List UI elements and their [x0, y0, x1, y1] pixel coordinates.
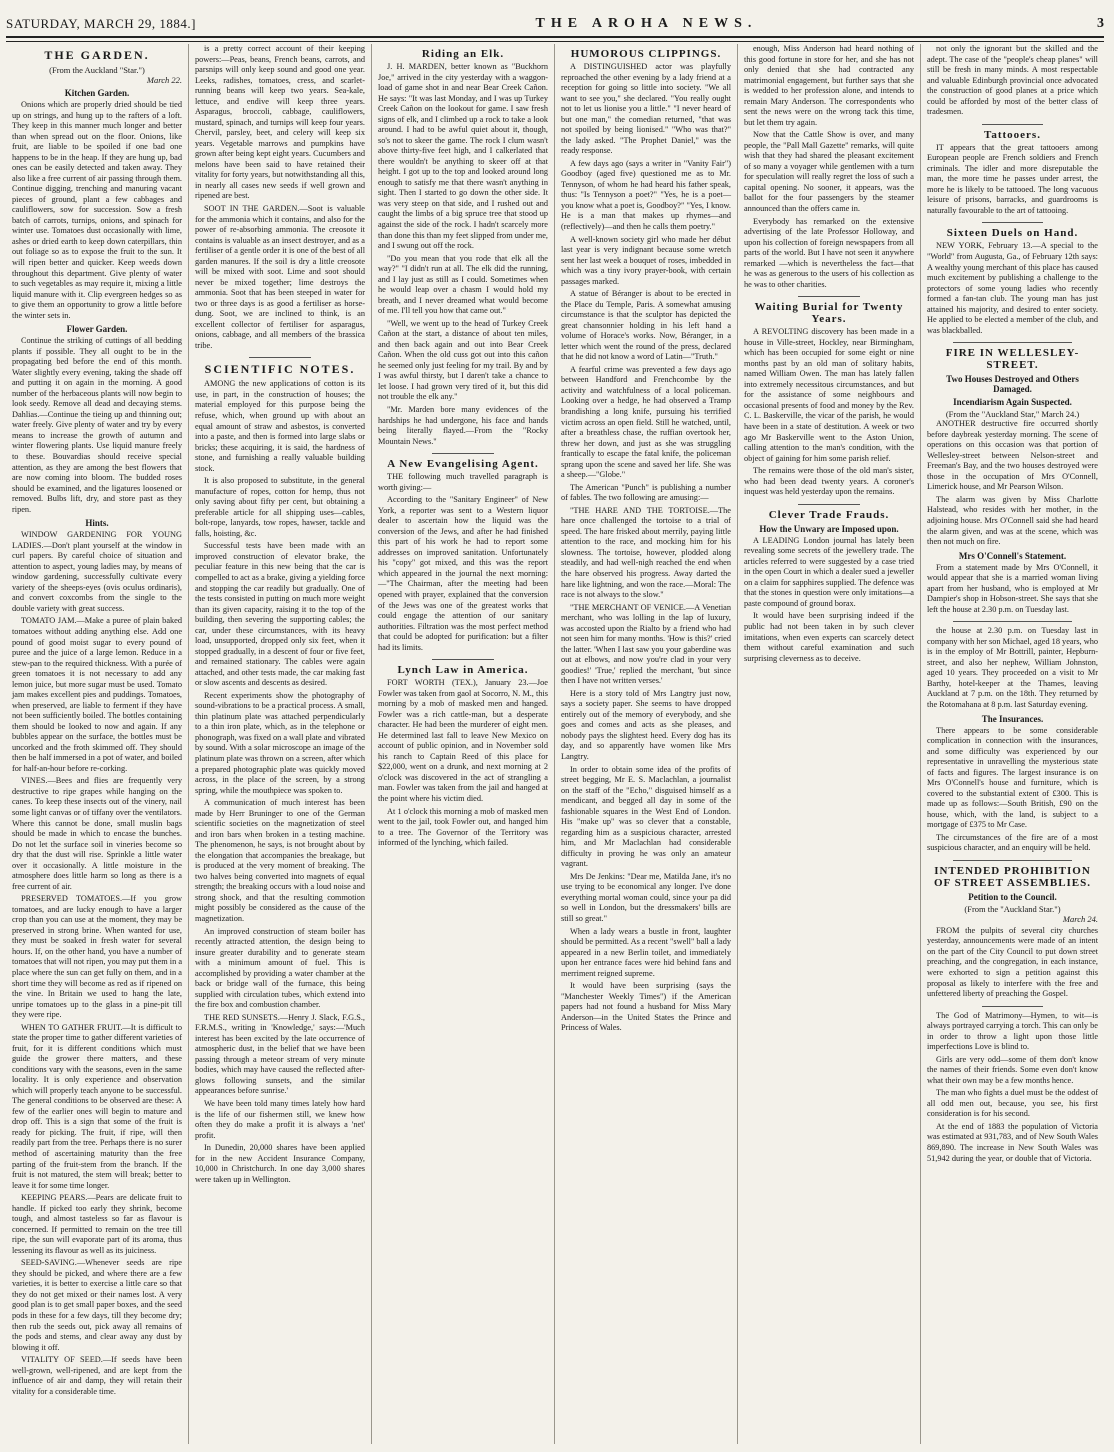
subheading: How the Unwary are Imposed upon. [759, 523, 899, 534]
article-heading-humorous-clippings: HUMOROUS CLIPPINGS. [570, 48, 722, 60]
subheading: Hints. [85, 518, 109, 529]
article-heading-street-assemblies: INTENDED PROHIBITION OF STREET ASSEMBLIES. [933, 864, 1092, 889]
subheading: Petition to the Council. [968, 891, 1057, 902]
subheading: Kitchen Garden. [64, 88, 130, 98]
paragraph: SOOT IN THE GARDEN.—Soot is valuable for the ammonia which it contains, and also for the power of re-absorbing ammonia. The creosote it contains is valuable as an insect destroyer, and as a fertiliser of a gentle order it is one of the best of all garden manures. If the soil is dry a little creosote will be mixed with soot. Lime and soot should never be mixed together; lime destroys the ammonia. Soot that has been steeped in water for two or three days is as good a fertiliser as horse-dung. Soot, we are inclined to think, is an excellent collector of fertiliser for asparagus, onions, cabbage, and all members of the brassica tribe. [195, 203, 365, 350]
paragraph: NEW YORK, February 13.—A special to the "World" from Augusta, Ga., of February 12th says: A wealthy young merchant of this place has caused much excitement by publishing a challenge to the protectors of some young ladies who recently formed a fan-tan club. The young man has just attained his majority, and desired to enter society. He applied to be elected a member of the club, and was blackballed. [927, 241, 1098, 335]
paragraph: In order to obtain some idea of the profits of street begging, Mr E. S. Maclachlan, a journalist on the staff of the "Echo," disguised himself as a mendicant, and begged all day in some of the fashionable squares in the West End of London. His "make up" was so clever that a constable, regarding him as a suspicious character, arrested him, and Mr Maclachlan had considerable difficulty in proving he was only an amateur vagrant. [561, 764, 731, 869]
subheading: Two Houses Destroyed and Others Damaged. [946, 374, 1079, 395]
paragraph: THE following much travelled paragraph is worth giving:— [378, 472, 548, 492]
columns [6, 44, 1104, 1444]
paragraph: VINES.—Bees and flies are frequently very destructive to ripe grapes while hanging on the canes. To keep these insects out of the vinery, nail some light canvas or of tiffany over the ventilators. Where this cannot be done, small muslin bags should be made in which to encase the bunches. Do not let the surface soil in vineries become so dry that the dust will rise. Sprinkle a little water over it occasionally. A little moisture in the atmosphere does little harm so long as there is a free current of air. [12, 776, 182, 891]
paragraph: WINDOW GARDENING FOR YOUNG LADIES.—Don't plant yourself at the window in curl papers. By careful choice of situation and attention to aspect, young ladies may, by means of window gardening, successfully cultivate every variety of the sheeps-eyes (ovis oculus ordinaris), and convert coxcombs from the single to the double variety with great success. [12, 530, 182, 613]
paragraph: Here is a story told of Mrs Langtry just now, says a society paper. She seems to have dropped entirely out of the memory of everybody, and she goes and comes and acts as she pleases, and nobody pays the slightest heed. Every dog has its day, and so apparently have women like Mrs Langtry. [561, 688, 731, 761]
column-3 [372, 44, 555, 1444]
paragraph: "THE MERCHANT OF VENICE.—A Venetian merchant, who was lolling in the lap of luxury, was accosted upon the Rialto by a friend who had not seen him for many months. 'How is this?' cried the latter. 'When I last saw you your gaberdine was out at elbows, and now you're clad in your very goodies!' 'True,' replied the merchant, 'but since then I have not written verses.' [561, 602, 731, 686]
paragraph: FORT WORTH (TEX.), January 23.—Joe Fowler was taken from gaol at Socorro, N. M., this morning by a mob of masked men and hanged. Fowler was a rich cattle-man, but a desperate character. He had been the murderer of eight men. He determined last fall to leave New Mexico on account of public opinion, and in November sold his ranch to Captain Reed of this place for $22,000, went on a drunk, and next morning at 2 o'clock was discovered in the act of strangling a man. Fowler was taken from the jail and hanged at the point where his victim died. [378, 678, 548, 803]
article-heading-fire: FIRE IN WELLESLEY-STREET. [945, 347, 1080, 372]
paragraph: At the end of 1883 the population of Victoria was estimated at 931,783, and of New South Wales 869,890. The increase in New South Wales was 51,942 during the year, or double that of Victoria. [927, 1121, 1098, 1163]
paragraph: the house at 2.30 p.m. on Tuesday last in company with her son Michael, aged 18 years, who is in the employ of Mr Bottrill, painter, Hepburn-street, and also her nephew, William Johnston, aged 10 years. They proceeded on a visit to Mr Barthy, hotel-keeper at the Thames, leaving Auckland at 7 p.m. on the 18th. They returned by the Rotomahana at 8 p.m. last Saturday evening. [927, 626, 1098, 709]
article-heading-riding-an-elk: Riding an Elk. [421, 48, 505, 60]
paragraph: The American "Punch" is publishing a number of fables. The two following are amusing:— [561, 482, 731, 503]
separator [953, 860, 1073, 861]
dateline: March 22. [146, 75, 182, 85]
column-4 [555, 44, 738, 1444]
masthead [6, 4, 1104, 32]
paragraph: According to the "Sanitary Engineer" of New York, a reporter was sent to a Western liquor dealer to ascertain how the liquid was the conversion of the Jews, and after he had finished this part of his work he had to report some addresses on improved sanitation. Unfortunately his "copy" got mixed, and this was the report which appeared in the journal the next morning:—"The Chairman, after the meeting had been opened with prayer, explained that the conversion of the Jews was one of the greatest works that could engage the attention of our sanitary authorities. Filtration was the most perfect method that could be adopted for purification: but a filter had its limits. [378, 495, 548, 652]
paragraph: "THE HARE AND THE TORTOISE.—The hare once challenged the tortoise to a trial of speed. The hare frisked about merrily, paying little attention to the race, and mocking him for his slowness. The tortoise, however, plodded along steadily, and had well-nigh reached the end when the hare observed his progress. Away darted the hare like lightning, and won the race.—Moral: The race is not always to the slow." [561, 505, 731, 600]
paragraph: Now that the Cattle Show is over, and many people, the "Pall Mall Gazette" remarks, will quite wish that they had shared the pleasant excitement of so many a voyager while gentlemen with a turn for speculation will really regret the loss of such a capital opening. No sooner, it appears, was the ballot for the four passengers by the steamer announced than the offers came in. [744, 130, 914, 213]
paragraph: "Well, we went up to the head of Turkey Creek Cañon at the start, a distance of about ten miles, and then back again and out into Bear Creek Cañon. When the old cuss got out into this cañon he seemed only just feeling for my trail. By and by I was awful thirsty, but I daren't take a chance to let loose. I had grown very tired of it, but this did not trouble the elk any." [378, 318, 548, 402]
subheading: Flower Garden. [66, 324, 128, 335]
article-heading-waiting-burial: Waiting Burial for Twenty Years. [754, 301, 904, 326]
paragraph: Recent experiments show the photography of sound-vibrations to be a practical process. A small, thin platinum plate was attached perpendicularly to a thin iron plate, which, as in the telephone or phonograph, was fixed on a wall plate and vibrated by sound. With a solar microscope an image of the platinum plate was thrown on a screen, after which a prepared photographic plate was quickly moved across, in the place of the screen, by a strong spring, while the mouthpiece was spoken to. [195, 690, 365, 795]
separator [982, 222, 1044, 223]
paragraph: VITALITY OF SEED.—If seeds have been well-grown, well-ripened, and are kept from the influence of air and damp, they will retain their vitality for a considerable time. [12, 1355, 182, 1396]
paragraph: Mrs De Jenkins: "Dear me, Matilda Jane, it's no use trying to be economical any longer. I've done everything mortal woman could, since your pa did so well in London, but the dressmakers' bills are still so great." [561, 871, 731, 923]
paragraph: A few days ago (says a writer in "Vanity Fair") Goodboy (aged five) questioned me as to Mr. Tennyson, of whom he had heard his father speak, thus: "Is Tennyson a poet?" "Yes, he is a poet—you know what a poet is, Goodboy?" "Yes, I know. He is a man that makes up rhymes—and (reflectively)—and then he calls them poetry." [561, 158, 731, 231]
paragraph: enough, Miss Anderson had heard nothing of this good fortune in store for her, and she has not only denied that she had contracted any matrimonial engagement, but further says that she is wedded to her profession alone, and intends to remain Mary Anderson. The correspondents who sent the news were on the wrong tack this time, but let them try again. [744, 44, 914, 127]
byline: (From the "Auckland Star.") [964, 903, 1061, 914]
separator [432, 453, 493, 454]
paragraph: The alarm was given by Miss Charlotte Halstead, who resides with her mother, in the adjoining house. Mrs O'Connell said she had heard the alarm given, and was at the scene, which was then not much on fire. [927, 494, 1098, 547]
paragraph: The remains were those of the old man's sister, who had been dead twenty years. A coroner's inquest was held yesterday upon the remains. [744, 466, 914, 497]
paragraph: A LEADING London journal has lately been revealing some secrets of the jewellery trade. The articles referred to were suggested by a case tried in the open Court in which a dealer sued a jeweller on a claim for sapphires supplied. The defence was that the stones in question were only imitations—a paste compound of ground borax. [744, 535, 914, 608]
paragraph: not only the ignorant but the skilled and the adept. The case of the "people's cheap planes" will still be fresh in many minds. A most respectable and valuable Edinburgh provincial once advocated the construction of good planes at a price which could be afforded by most of the better class of tradesmen. [927, 44, 1098, 117]
paragraph: A statue of Béranger is about to be erected in the Place du Temple, Paris. A somewhat amusing circumstance is that the sculptor has depicted the great chansonnier holding in his left hand a volume of Horace's works. Now, Béranger, in a letter which went the round of the press, declared that he did not know a word of Latin—"Truth." [561, 289, 731, 362]
byline: (From the Auckland "Star.") [49, 65, 145, 75]
paragraph: Onions which are properly dried should be tied up on strings, and hung up to the rafters of a loft. They keep in this manner much longer and better than when spread out on the floor. Onions, like fruit, are liable to be spoiled if one bad one happens to be in the heap. If they are hung up, bad ones can be easily detected and taken away. They also like a free current of air passing through them. Continue digging, trenching and manuring vacant pieces of ground, plant a few cabbages and cauliflowers, sow for succession. Sow a fresh batch of carrots, turnips, onions, and spinach for winter use. Tomatoes dust occasionally with lime, ashes or dried earth to keep down caterpillars, thin out foliage so as to expose the fruit to the sun. It will ripen better and quicker. Keep weeds down throughout this department. Give plenty of water to such vegetables as may require it, mixing a little liquid manure with it. Clip evergreen hedges so as to give them an opportunity to grow a little before the winter sets in. [12, 100, 182, 320]
separator [982, 1006, 1044, 1007]
dateline: March 24. [1062, 913, 1098, 924]
paragraph: In Dunedin, 20,000 shares have been applied for in the new Accident Insurance Company, 10,000 in Christchurch. In one day 3,000 shares were taken up in Wellington. [195, 1143, 365, 1184]
paragraph: "Do you mean that you rode that elk all the way?" "I didn't run at all. The elk did the running, and I lay just as still as I could. Sometimes when he would leap over a chasm I would hold my breath, and I never dreamed what would become of me. I'll tell you how that came out." [378, 253, 548, 316]
issue-date: SATURDAY, MARCH 29, 1884.] [6, 16, 196, 31]
paragraph: When a lady wears a bustle in front, laughter should be permitted. As a recent "swell" ball a lady appeared in a new Berlin toilet, and immediately upon her entrance faces were hid behind fans and merriment reigned supreme. [561, 926, 731, 978]
paragraph: ANOTHER destructive fire occurred shortly before daybreak yesterday morning. The scene of operations on this occasion was that portion of Wellesley-street between Nelson-street and Freeman's Bay, and the two houses destroyed were those in the occupation of Mrs O'Connell, Limerick house, and Mr Pearson Wilson. [927, 419, 1098, 492]
paragraph: Girls are very odd—some of them don't know the names of their friends. Some even don't know what their own may be a few months hence. [927, 1054, 1098, 1085]
article-heading-garden: THE GARDEN. [44, 48, 150, 62]
paragraph: A fearful crime was prevented a few days ago between Handford and Frenchcombe by the activity and watchfulness of a local policeman. Looking over a hedge, he had observed a Tramp brandishing a long knife, pursuing his terrified victim across an open field. Still he watched, until, after a breathless chase, the ruffian overtook her, threw her down, and just as she was struggling frantically to escape the fatal knife, the policeman sprang upon the scene and saved her life. She was a sheep.—"Globe." [561, 364, 731, 480]
article-heading-sixteen-duels: Sixteen Duels on Hand. [946, 227, 1079, 240]
article-heading-evangelising-agent: A New Evangelising Agent. [387, 458, 539, 471]
paragraph: The circumstances of the fire are of a most suspicious character, and an enquiry will be held. [927, 832, 1098, 853]
paragraph: FROM the pulpits of several city churches yesterday, announcements were made of an intent on the part of the City Council to put down street preaching, and the congregation, in each instance, were exhorted to sign a petition against this proposal as likely to interfere with the free and unfettered liberty of preaching the Gospel. [927, 925, 1098, 999]
paragraph: An improved construction of steam boiler has recently attracted attention, the design being to insure greater durability and to generate steam with a minimum amount of fuel. This is accomplished by providing a water chamber at the back or bridge wall of the furnace, this being supplied with circulation tubes, which extend into the fire box and combustion chamber. [195, 926, 365, 1010]
masthead-rule [6, 36, 1104, 42]
paragraph: There appears to be some considerable complication in connection with the insurances, and some difficulty was experienced by our representative in unravelling the mysterious state of facts and figures. The largest insurance is on Mrs O'Connell's house and furniture, which is covered to the substantial extent of £300. This is made up as follows:—South British, £90 on the house, which, with the land, is subject to a mortgage of £375 to Mr Case. [927, 725, 1098, 830]
column-6 [921, 44, 1104, 1444]
paragraph: J. H. MARDEN, better known as "Buckhorn Joe," arrived in the city yesterday with a waggon-load of game shot in and near Bear Creek Cañon. He says: "It was last Monday, and I was up Turkey Creek Cañon on the lookout for game. I saw fresh signs of elk, and I climbed up a rock to take a look around. I had to be awful quiet about it, though, so's not to skeer the game. The rock I clum wasn't above thirty-five feet high, and I calkerlated that there wouldn't be anything to skeer off at that height. I got up to the top and looked around long enough to satisfy me that there wasn't anything in sight. Then I started to go down the other side. It was very steep on that side, and I rushed out and caught the limbs of a big spruce tree that stood up against the side of the rock. I hadn't scarcely more than done this than my feet slipped from under me, and I swung out off the rock. [378, 62, 548, 251]
byline: (From the "Auckland Star," March 24.) [945, 409, 1080, 420]
column-2 [189, 44, 372, 1444]
separator [953, 621, 1073, 622]
separator [982, 124, 1044, 125]
article-heading-scientific-notes: SCIENTIFIC NOTES. [204, 362, 356, 377]
separator [798, 296, 859, 297]
column-5 [738, 44, 921, 1444]
separator [432, 659, 493, 660]
subheading: The Insurances. [981, 713, 1044, 724]
paragraph: It would have been surprising (says the "Manchester Weekly Times") if the American papers had not found a husband for Miss Mary Anderson—in the United States the Prince and Princess of Wales. [561, 981, 731, 1033]
paragraph: IT appears that the great tattooers among European people are French soldiers and French criminals. The idler and more disreputable the man, the more time he passes under arrest, the more he is likely to be tattooed. The long vacuous leisure of prisons, barracks, and guardrooms is naturally favourable to the art of tattooing. [927, 142, 1098, 215]
newspaper-title: THE AROHA NEWS. [535, 16, 758, 31]
paragraph: A communication of much interest has been made by Herr Bruninger to one of the German scientific societies on the magnetization of steel and iron bars when broken in a testing machine. The phenomenon, he says, is not brought about by the elongation that accompanies the breakage, but is produced at the very moment of breaking. The two halves being converted into magnets of equal strength; the breaking occurs with a loud noise and strong shock, and that the resulting commotion might possibly be considered as the cause of the magnetization. [195, 798, 365, 923]
paragraph: PRESERVED TOMATOES.—If you grow tomatoes, and are lucky enough to have a larger crop than you can use at the moment, they may be preserved in strong brine. When wanted for use, they must be soaked in fresh water for several hours. If, on the other hand, you have a number of tomatoes that will not ripen, you may put them in a place where the sun can get fully on them, and in a short time they will become as red as if ripened on the vine. In Britain we used to hang the late, unripe tomatoes up to the glass in a pine-pit till they were ripe. [12, 894, 182, 1020]
subheading: Mrs O'Connell's Statement. [958, 550, 1067, 561]
paragraph: Successful tests have been made with an improved construction of elevator brake, the peculiar feature in this new being that the car is compelled to act as a brake, giving a yielding force and stopping the car readily but gradually. One of the tests consisted in putting on much more weight than its given capacity, raising it to the top of the building, then severing the supporting cables; the car, under these circumstances, with its heavy load, unsupported, dropped only six feet, when it stopped gradually, in a descent of four or five feet, and remained stationary. The cables were again attached, and other tests made, the car making fast or slow ascents and descents as desired. [195, 541, 365, 688]
paragraph: TOMATO JAM.—Make a puree of plain baked tomatoes without adding anything else. Add one pound of good moist sugar to every pound of puree and the juice of a large lemon. Reduce in a stew-pan to the required thickness. With a purée of green tomatoes it is not necessary to add any lemon juice, but more sugar must be used. Tomato jam makes excellent pies and puddings. Tomatoes, when preserved, are liable to ferment if they have not been sufficiently boiled. The bottles containing them should be looked to now and again. If any bubbles appear on the surface, the bottles must be uncorked and the froth skimmed off. They should then be half immersed in a pot of water, and boiled for half-an-hour before re-corking. [12, 616, 182, 773]
paragraph: Continue the striking of cuttings of all bedding plants if possible. They all ought to be in the propagating bed before the end of this month. Water slightly every evening, taking the shade off and putting it on again in the morning. A good number of the herbaceous plants will now begin to look seedy. Remove all dead and decaying stems. Dahlias.—Continue the tieing up and thinning out; water freely. Give plenty of water and try by every means to increase the growth of autumn and winter flowering plants. Use liquid manure freely to these. Bouvardias should receive special attention, as they are among the best flowers that are now coming into bloom. The budded roses should be examined, and the ligatures loosened or removed. Bulbs lift, dry, and store past as they ripen. [12, 336, 182, 514]
paragraph: The man who fights a duel must be the oddest of all odd men out, because, you see, his first consideration is for his second. [927, 1088, 1098, 1119]
paragraph: SEED-SAVING.—Whenever seeds are ripe they should be picked, and where there are a few varieties, it is better to exercise a little care so that they do not get mixed or their names lost. A very good plan is to get small paper boxes, and the seed pods in these for a few days, till they become dry; then rub the seeds out, pick away all remains of the pods and stems, and clear away any dust by blowing it off. [12, 1258, 182, 1352]
paragraph: A REVOLTING discovery has been made in a house in Ville-street, Hockley, near Birmingham, which has been occupied for some eight or nine months past by an old man of solitary habits, named William Owen. The man has lately fallen into extremely necessitous circumstances, and but for the assistance of some neighbours and occasional presents of food and money by the Rev. C. L. Baskerville, the vicar of the parish, he would have been in a state of destitution. A week or two ago Mr Baskerville went to the Aston Union, calling attention to the man's condition, with the object of gaining for him some parish relief. [744, 327, 914, 463]
page-number: 3 [1096, 16, 1104, 31]
paragraph: From a statement made by Mrs O'Connell, it would appear that she is a married woman living apart from her husband, who is employed at Mr Dampier's shop in Hobson-street. She says that she left the house at 2.30 p.m. on Tuesday last. [927, 562, 1098, 614]
paragraph: The God of Matrimony—Hymen, to wit—is always portrayed carrying a torch. This can only be in order to throw a light upon those little imperfections Love is blind to. [927, 1010, 1098, 1052]
paragraph: "Mr. Marden bore many evidences of the hardships he had undergone, his face and hands being literally flayed.—From the "Rocky Mountain News." [378, 405, 548, 446]
paragraph: AMONG the new applications of cotton is its use, in part, in the construction of houses; the material employed for this purpose being the refuse, which, when ground up with about an equal amount of straw and asbestos, is converted into a paste, and then is formed into large slabs or bricks; these acquiring, it is said, the hardness of stone, and furnishing a really valuable building stock. [195, 379, 365, 473]
paragraph: A well-known society girl who made her début last year is very indignant because some wretch sent her last week a bouquet of roses, imbedded in which was a tiny ivory prayer-book, with certain passages marked. [561, 234, 731, 286]
article-heading-trade-frauds: Clever Trade Frauds. [768, 508, 890, 521]
separator [953, 342, 1073, 343]
paragraph: WHEN TO GATHER FRUIT.—It is difficult to state the proper time to gather different varieties of fruit, for it is different conditions which must guide the grower there matters, and these conditions vary with the seasons, even in the same locality. It is only experience and observation which will properly teach anyone to be successful. The general conditions to be observed are these: A few of the earlier ones will begin to mature and drop off. This is a sign that some of the fruit is ready for picking. The fruit, if ripe, will then readily part from the tree. Perhaps there is no surer method of ascertaining maturity than the free parting of the fruit-stem from the branch. If the fruit is not matured, the stem will break; better to leave it for some time longer. [12, 1022, 182, 1190]
subheading: Incendiarism Again Suspected. [953, 397, 1072, 408]
paragraph: KEEPING PEARS.—Pears are delicate fruit to handle. If picked too early they shrink, become tough, and almost tasteless so far as flavour is concerned. If permitted to remain on the tree till ripe, the sun will evaporate part of its aroma, thus lessening its flavour as well as its juiciness. [12, 1193, 182, 1255]
separator [249, 357, 310, 358]
paragraph: A DISTINGUISHED actor was playfully reproached the other evening by a lady friend at a reception for going so little into society. "We all want to see you," she declared. "You really ought not to let us lionise you a little." "I never heard of but one man," the comedian returned, "that was not spoiled by being lionised." "Who was that?" the lady asked. "The Prophet Daniel," was the ready response. [561, 62, 731, 156]
paragraph: THE RED SUNSETS.—Henry J. Slack, F.G.S., F.R.M.S., writing in 'Knowledge,' says:—'Much interest has been excited by the late occurrence of atmospheric dust, in the belief that we have been passing through a meteor stream of very minute bodies, which may have caused the reflected after-glows following sunsets, and the similar appearances before sunrise.' [195, 1012, 365, 1096]
article-heading-tattooers: Tattooers. [984, 128, 1041, 141]
column-1 [6, 44, 189, 1444]
separator [798, 504, 859, 505]
paragraph: We have been told many times lately how hard is the life of our fishermen still, we knew how often they do make a profit it is always a 'net' profit. [195, 1099, 365, 1140]
paragraph: At 1 o'clock this morning a mob of masked men went to the jail, took Fowler out, and hanged him to a tree. The Governor of the Territory was informed of the lynching, which failed. [378, 806, 548, 848]
paragraph: It is also proposed to substitute, in the general manufacture of ropes, cotton for hemp, thus not only saving about fifty per cent, but obtaining a preferable article for all shipping uses—cables, bolt-rope, lanyards, tow ropes, hawser, tackle and falls, hoisting, &c. [195, 476, 365, 538]
paragraph: It would have been surprising indeed if the public had not been taken in by such clever imitations, when even experts can scarcely detect them without careful examination and such surprising cleverness as to deceive. [744, 611, 914, 663]
paragraph: is a pretty correct account of their keeping powers:—Peas, beans, French beans, carrots, and parsnips will only keep sound and good one year. Leeks, radishes, tomatoes, cress, and scarlet-running beans will keep two years. Sea-kale, lettuce, and endive will keep three years. Asparagus, broccoli, cabbage, cauliflowers, mustard, spinach, and turnips will keep four years. Chervil, parsley, beet, and celery will keep six years. Vegetable marrows and pumpkins have grown after being kept eight years. Cucumbers and melons have been said to have retained their vitality for forty years, but notwithstanding all this, in nearly all cases new seeds if well grown and ripened are best. [195, 44, 365, 201]
paragraph: Everybody has remarked on the extensive advertising of the late Professor Holloway, and upon his collection of foreign newspapers from all parts of the world. But I have not seen it anywhere remarked —which is nevertheless the fact—that he was as generous to the users of his collection as he was to other charities. [744, 216, 914, 289]
article-heading-lynch-law: Lynch Law in America. [397, 664, 529, 677]
